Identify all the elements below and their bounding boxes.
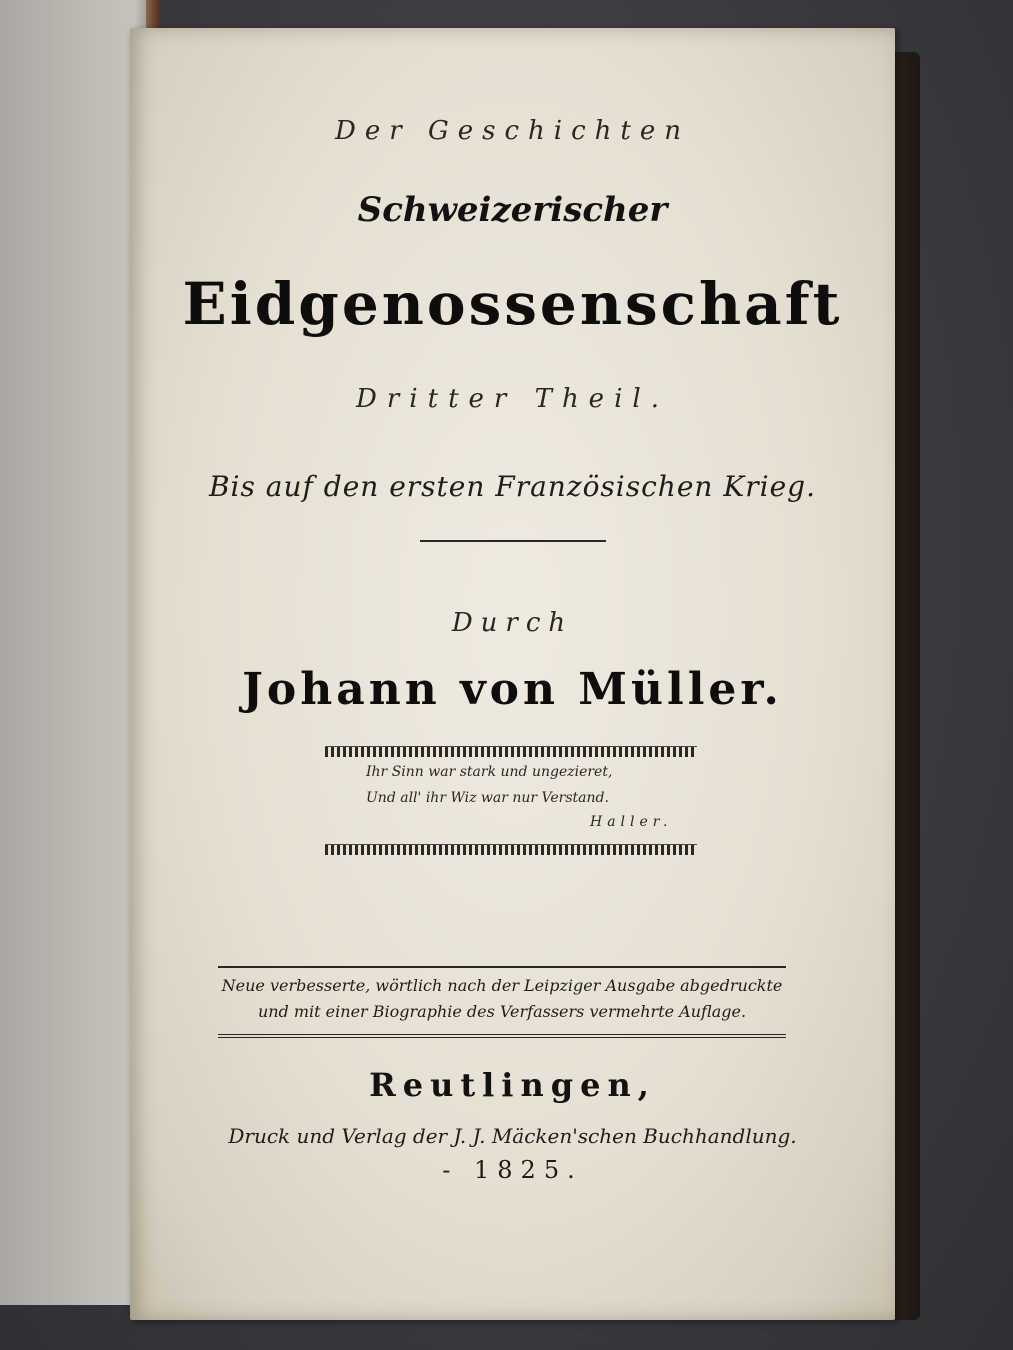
ornamental-rule-bottom [325, 844, 697, 855]
epigraph-attribution: Haller. [590, 814, 673, 830]
main-title: Eidgenossenschaft [182, 270, 843, 338]
left-endpaper [0, 0, 150, 1305]
edition-note-line-1: Neue verbesserte, wörtlich nach der Leipziger Ausgabe abgedruckte [221, 976, 783, 995]
title-line-schweizerischer: Schweizerischer [357, 190, 668, 230]
edition-rule-bottom [218, 1034, 786, 1038]
by-label: Durch [451, 608, 574, 638]
title-line-der: Der Geschichten [335, 116, 690, 146]
ornamental-rule-top [325, 746, 697, 757]
epigraph-line-1: Ihr Sinn war stark und ungezieret, [366, 764, 613, 780]
subtitle: Bis auf den ersten Französischen Krieg. [208, 470, 816, 503]
imprint-year: - 1825. [442, 1156, 583, 1184]
imprint-publisher: Druck und Verlag der J. J. Mäcken'schen Buchhandlung. [228, 1124, 797, 1148]
imprint-city: Reutlingen, [369, 1066, 656, 1104]
edition-note-line-2: und mit einer Biographie des Verfassers vermehrte Auflage. [257, 1002, 747, 1021]
volume-label: Dritter Theil. [356, 384, 669, 414]
author-name: Johann von Müller. [242, 664, 783, 715]
title-page [130, 28, 895, 1320]
edition-rule-top [218, 966, 786, 968]
divider-short [420, 540, 606, 542]
epigraph-line-2: Und all' ihr Wiz war nur Verstand. [366, 790, 609, 806]
